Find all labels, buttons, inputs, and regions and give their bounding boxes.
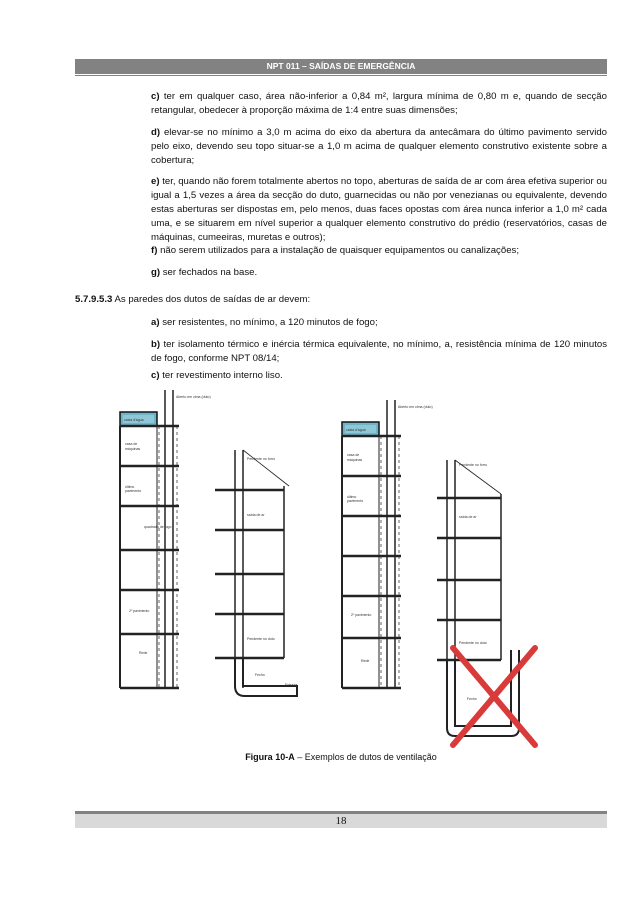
item-text: ter em qualquer caso, área não-inferior a 0,84 m², largura mínima de 0,80 m e, quando de secção retangular, obedecer à proporção máxima de 1:4 entre suas dimensões;	[151, 91, 607, 116]
item-text: ser resistentes, no mínimo, a 120 minutos de fogo;	[162, 317, 378, 328]
svg-text:Aberto em cima (duto): Aberto em cima (duto)	[176, 395, 211, 399]
figure-caption	[75, 752, 607, 762]
svg-text:saída de ar: saída de ar	[247, 513, 265, 517]
svg-text:Entrada: Entrada	[285, 683, 298, 687]
svg-text:Pendente no duto: Pendente no duto	[459, 641, 487, 645]
list-item-c2	[151, 369, 607, 383]
item-letter: e)	[151, 176, 160, 187]
svg-text:Rede: Rede	[139, 651, 148, 655]
clause-heading	[75, 293, 607, 307]
svg-text:último: último	[347, 495, 357, 499]
list-item-e	[151, 175, 607, 245]
item-text: ter isolamento térmico e inércia térmica equivalente, no mínimo, a, resistência mínima de 120 minutos de fogo, conforme NPT 08/14;	[151, 339, 607, 364]
list-item-f	[151, 244, 607, 258]
list-item-d	[151, 126, 607, 168]
list-item-b	[151, 338, 607, 366]
svg-text:caixa d'água: caixa d'água	[124, 418, 144, 422]
svg-text:Pendente no forro: Pendente no forro	[459, 463, 488, 467]
right-building-drawing	[342, 400, 535, 745]
left-building-drawing	[120, 390, 297, 696]
svg-text:máquinas: máquinas	[125, 447, 141, 451]
svg-text:último: último	[125, 485, 135, 489]
clause-text: As paredes dos dutos de saídas de ar devem:	[114, 294, 311, 305]
item-letter: b)	[151, 339, 161, 350]
svg-text:2º pavimento: 2º pavimento	[351, 613, 372, 617]
list-item-a	[151, 316, 607, 330]
page-number: 18	[335, 815, 347, 827]
list-item-c	[151, 90, 607, 118]
item-letter: g)	[151, 267, 161, 278]
header-rule	[75, 75, 607, 76]
item-text: ser fechados na base.	[162, 267, 258, 278]
svg-text:Aberto em cima (duto): Aberto em cima (duto)	[398, 405, 433, 409]
item-text: ter revestimento interno liso.	[162, 370, 283, 381]
svg-text:caixa d'água: caixa d'água	[346, 428, 366, 432]
item-letter: f)	[151, 245, 158, 256]
item-text: ter, quando não forem totalmente abertos no topo, aberturas de saída de ar com área efetiva superior ou igual a 1,5 vezes a área da secção do duto, guarnecidas ou não por venezianas ou equivalente, devendo estas aberturas ser dispostas em, pelo menos, duas faces opostas com área nunca inferior a 1,0 m² cada uma, e se situarem em nível superior a qualquer elemento construtivo do prédio (reservatórios, casas de máquinas, cumeeiras, muretas e outros);	[151, 176, 607, 243]
ventilation-duct-figure	[119, 390, 540, 748]
item-letter: d)	[151, 127, 161, 138]
svg-text:casa de: casa de	[125, 442, 138, 446]
item-text: elevar-se no mínimo a 3,0 m acima do eixo da abertura da antecâmara do último pavimento servido pelo eixo, devendo seu topo situar-se a 1,0 m acima de qualquer elemento construtivo existente sobre a cobertura;	[151, 127, 607, 166]
svg-text:máquinas: máquinas	[347, 458, 363, 462]
caption-text: – Exemplos de dutos de ventilação	[294, 752, 437, 762]
red-cross-icon	[453, 648, 535, 745]
header-title: NPT 011 – SAÍDAS DE EMERGÊNCIA	[266, 61, 416, 71]
svg-text:saída de ar: saída de ar	[459, 515, 477, 519]
item-letter: c)	[151, 91, 160, 102]
svg-text:Pendente no forro: Pendente no forro	[247, 457, 276, 461]
svg-text:Fecho: Fecho	[255, 673, 265, 677]
svg-text:pavimento: pavimento	[347, 499, 364, 503]
page-header	[75, 59, 607, 74]
svg-text:casa de: casa de	[347, 453, 360, 457]
list-item-g	[151, 266, 607, 280]
svg-text:Pendente no duto: Pendente no duto	[247, 637, 275, 641]
clause-number: 5.7.9.5.3	[75, 294, 113, 305]
svg-text:Rede: Rede	[361, 659, 370, 663]
item-letter: a)	[151, 317, 160, 328]
item-text: não serem utilizados para a instalação de quaisquer equipamentos ou canalizações;	[160, 245, 519, 256]
svg-text:pavimento: pavimento	[125, 489, 142, 493]
svg-text:Fecho: Fecho	[467, 697, 477, 701]
item-letter: c)	[151, 370, 160, 381]
svg-text:2º pavimento: 2º pavimento	[129, 609, 150, 613]
svg-text:quadrado de fogo: quadrado de fogo	[144, 525, 172, 529]
page-footer	[75, 814, 607, 828]
caption-label: Figura 10-A	[245, 752, 295, 762]
